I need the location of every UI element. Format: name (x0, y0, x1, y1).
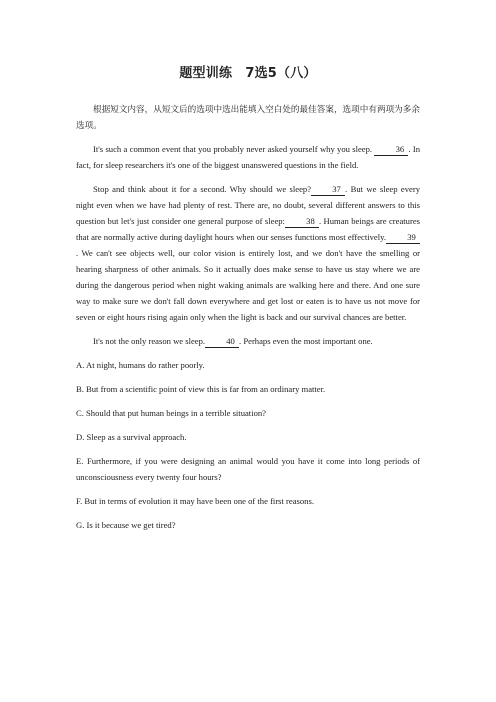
blank-36: 36 (374, 144, 408, 156)
paragraph-3-text-c: . Perhaps even the most important one. (239, 336, 373, 346)
option-b: B. But from a scientific point of view this is far from an ordinary matter. (76, 384, 326, 394)
paragraph-2-text-a: Stop and think about it for a second. Why should we sleep? (93, 184, 312, 194)
paragraph-1 (76, 141, 420, 173)
option-a: A. At night, humans do rather poorly. (76, 360, 205, 370)
option-c: C. Should that put human beings in a terrible situation? (76, 408, 266, 418)
options-list (76, 357, 420, 533)
paragraph-1-text-a: It's such a common event that you probably never asked yourself why you sleep. (93, 144, 375, 154)
option-g: G. Is it because we get tired? (76, 520, 176, 530)
paragraph-1-text-c: . In fact, for sleep researchers it's one of the biggest unanswered questions in the field. (76, 144, 420, 170)
blank-39: 39 (386, 232, 420, 244)
option-d: D. Sleep as a survival approach. (76, 432, 187, 442)
instructions: 根据短文内容，从短文后的选项中选出能填入空白处的最佳答案，选项中有两项为多余选项。 (76, 104, 420, 130)
paragraph-3-text-a: It's not the only reason we sleep. (93, 336, 206, 346)
paragraph-2-text-c: . But we sleep every night even when we have had plenty of rest. There are, no doubt, several different answers to this question but let's just consider one general purpose of sleep: (76, 184, 420, 226)
paragraph-2-text-d: . Human beings are creatures that are normally active during daylight hours when our senses functions most effectively. (76, 216, 420, 242)
option-f: F. But in terms of evolution it may have been one of the first reasons. (76, 496, 314, 506)
page-title: 题型训练 7选5（八） (179, 66, 317, 81)
paragraph-2-text-e: . We can't see objects well, our color vision is entirely lost, and we don't have the smelling or hearing sharpness of other animals. So it actually does make sense to have us stay where we are during the dangerous period when night waking animals are walking here and there. And one sure way to make sure we don't fall down everywhere and get lost or eaten is to have us not move for seven or eight hours rising again only when the light is back and our survival chances are better. (76, 248, 420, 322)
blank-37: 37 (311, 184, 345, 196)
paragraph-2 (76, 181, 420, 325)
blank-40: 40 (205, 336, 239, 348)
option-e: E. Furthermore, if you were designing an animal would you have it come into long periods of unconsciousness every twenty four hours? (76, 456, 420, 482)
paragraph-3 (76, 333, 420, 349)
blank-38: 38 (285, 216, 319, 228)
